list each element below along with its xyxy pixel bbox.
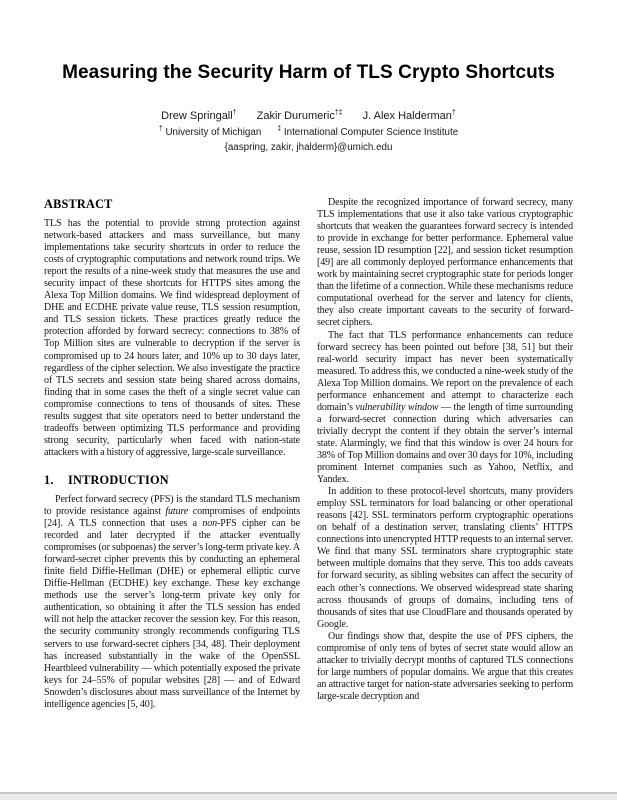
- author-line: [0, 110, 617, 122]
- italic-text-run: vulnerability window: [355, 401, 439, 413]
- italic-text-run: future: [165, 505, 189, 517]
- affiliation: † University of Michigan: [158, 125, 262, 138]
- introduction-heading: [44, 473, 300, 488]
- section-number: 1.: [44, 472, 54, 487]
- page-bottom-edge-shadow: [0, 794, 617, 800]
- author-name: Zakir Durumeric†‡: [256, 109, 343, 122]
- page-title: Measuring the Security Harm of TLS Crypto Shortcuts: [62, 62, 555, 83]
- right-column: [317, 197, 573, 711]
- text-run: Our findings show that, despite the use of PFS ciphers, the compromise of only tens of bytes of secret state would allow an attacker to trivially decrypt months of captured TLS connections for large numbers of popular domains. We argue that this creates an attractive target for nation-state adversaries seeking to perform large-scale decryption and: [317, 630, 573, 702]
- affiliation-marker: †: [158, 125, 163, 133]
- author-affiliation-marker: †: [232, 109, 237, 117]
- author-affiliation-marker: †‡: [334, 109, 343, 117]
- affiliation: ‡ International Computer Science Institute: [277, 125, 459, 138]
- affiliation-line: [0, 127, 617, 138]
- abstract-paragraph: [44, 218, 300, 459]
- abstract-heading: ABSTRACT: [44, 197, 113, 211]
- text-run: Perfect forward secrecy (PFS) is the standard TLS mechanism to provide resistance against: [44, 493, 300, 517]
- introduction-paragraph: [44, 494, 300, 711]
- email-line: {aaspring, zakir, jhalderm}@umich.edu: [224, 142, 393, 153]
- left-column: [44, 197, 300, 711]
- author-affiliation-marker: †: [451, 109, 456, 117]
- text-run: compromises of endpoints [24]. A TLS connection that uses a: [44, 505, 300, 530]
- paragraph: [317, 197, 573, 330]
- text-run: Despite the recognized importance of forward secrecy, many TLS implementations that use it also take various cryptographic shortcuts that weaken the guarantees forward secrecy is intended to provide in exchange for better performance. Ephemeral value reuse, session ID resumption [22], and session ticket resumption [49] are all commonly deployed performance enhancements that work by maintaining secret cryptographic state for periods longer than the lifetime of a connection. While these mechanisms reduce computational overhead for the server and latency for clients, they also create important caveats to the security of forward-secret ciphers.: [317, 197, 573, 329]
- text-run: In addition to these protocol-level shortcuts, many providers employ SSL terminators for load balancing or other operational reasons [42]. SSL terminators perform cryptographic operations on behalf of a destination server, translating clients’ HTTPS connections into unencrypted HTTP requests to an internal server. We find that many SSL terminators share cryptographic state between multiple domains that they serve. This too adds caveats for forward security, as sibling websites can affect the security of each other’s connections. We observed widespread state sharing across thousands of groups of domains, including tens of thousands of sites that use CloudFlare and thousands operated by Google.: [317, 486, 573, 630]
- text-run: -PFS cipher can be recorded and later decrypted if the attacker eventually compromises (or subpoenas) the server’s long-term private key. A forward-secret cipher prevents this by conducting an ephemeral finite field Diffie-Hellman (DHE) or ephemeral elliptic curve Diffie-Hellman (ECDHE) key exchange. These key exchange methods use the server’s long-term private key only for authentication, so obtaining it after the TLS session has ended will not help the attacker recover the session key. For this reason, the security community strongly recommends configuring TLS servers to use forward-secret ciphers [34, 48]. Their deployment has increased substantially in the wake of the OpenSSL Heartbleed vulnerability — which potentially exposed the private keys for 24–55% of popular websites [28] — and of Edward Snowden’s disclosures about mass surveillance of the Internet by intelligence agencies [5, 40].: [44, 518, 300, 710]
- italic-text-run: non: [202, 518, 218, 530]
- paragraph: [317, 330, 573, 487]
- author-name: J. Alex Halderman†: [362, 109, 456, 122]
- section-title: INTRODUCTION: [68, 472, 169, 487]
- paragraph: [317, 631, 573, 703]
- text-run: — the length of time surrounding a forward-secret connection during which adversaries can trivially decrypt the content if they obtain the server’s internal state. Alarmingly, we find that this window is over 24 hours for 38% of Top Million domains and over 30 days for 10%, including prominent Internet companies such as Yahoo, Netflix, and Yandex.: [317, 401, 574, 486]
- affiliation-marker: ‡: [277, 125, 282, 133]
- text-run: TLS has the potential to provide strong protection against network-based attackers and mass surveillance, but many implementations take security shortcuts in order to reduce the costs of cryptographic computations and network round trips. We report the results of a nine-week study that measures the use and security impact of these shortcuts for HTTPS sites among the Alexa Top Million domains. We find widespread deployment of DHE and ECDHE private value reuse, TLS session resumption, and TLS session tickets. These practices greatly reduce the protection afforded by forward secrecy: connections to 38% of Top Million sites are vulnerable to decryption if the server is compromised up to 24 hours later, and 10% up to 30 days later, regardless of the cipher selection. We also investigate the practice of TLS secrets and session state being shared across domains, finding that in some cases the theft of a single secret value can compromise connections to tens of thousands of sites. These results suggest that site operators need to better understand the tradeoffs between optimizing TLS performance and providing strong security, particularly when faced with nation-state attackers with a history of aggressive, large-scale surveillance.: [44, 218, 300, 458]
- author-name: Drew Springall†: [161, 109, 237, 122]
- two-column-body: [0, 197, 617, 711]
- text-run: The fact that TLS performance enhancements can reduce forward secrecy has been pointed out before [38, 51] but their real-world security impact has never been systematically measured. To address this, we conducted a nine-week study of the Alexa Top Million domains. We report on the prevalence of each performance enhancement and attempt to characterize each domain’s: [317, 329, 573, 413]
- paragraph: [317, 486, 573, 631]
